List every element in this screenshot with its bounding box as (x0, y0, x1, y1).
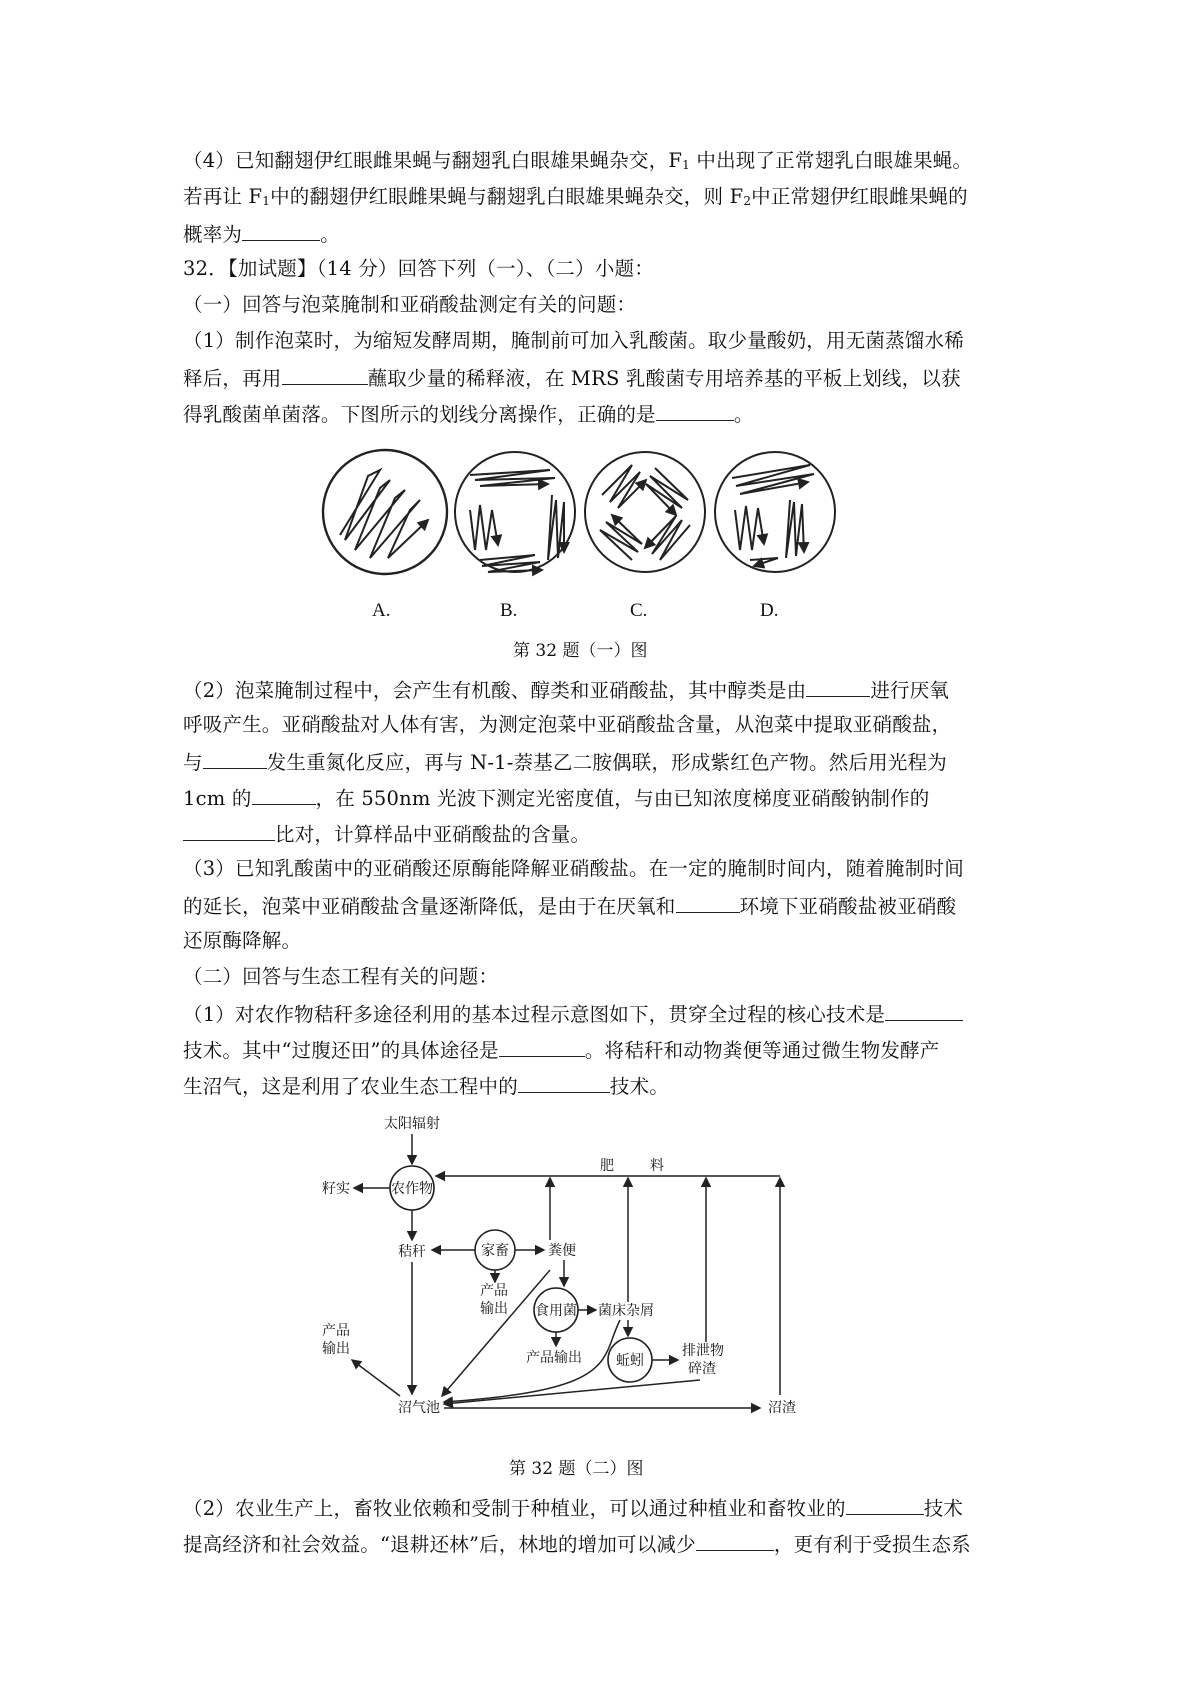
answer-blank[interactable] (252, 784, 316, 805)
q4-line-2: 若再让 $F_1$中的翻翅伊红眼雌果蝇与翻翅乳白眼雄果蝇杂交，则 $F_2$中正常翅伊红眼雌果蝇的 (183, 185, 968, 208)
node-mushroom: 食用菌 (535, 1303, 577, 1319)
p2-1-line-2: 技术。其中“过腹还田”的具体途径是 。将秸秆和动物粪便等通过微生物发酵产 (183, 1036, 939, 1064)
label-output-a: 输出 (480, 1301, 508, 1317)
p2-1-line-1: （1）对农作物秸秆多途径利用的基本过程示意图如下，贯穿全过程的核心技术是 (183, 1000, 963, 1028)
streak-plates-figure (320, 440, 880, 590)
answer-blank[interactable] (183, 820, 275, 841)
answer-blank[interactable] (656, 400, 734, 421)
part1-title: （一）回答与泡菜腌制和亚硝酸盐测定有关的问题： (183, 293, 637, 316)
p1-1-line-3: 得乳酸菌单菌落。下图所示的划线分离操作，正确的是 。 (183, 400, 754, 428)
node-livestock: 家畜 (481, 1243, 509, 1259)
label-fertilizer-a: 肥 (600, 1158, 614, 1174)
answer-blank[interactable] (242, 220, 320, 241)
node-crop: 农作物 (391, 1181, 433, 1197)
q4-line-1: （4）已知翻翅伊红眼雌果蝇与翻翅乳白眼雄果蝇杂交，$F_1$ 中出现了正常翅乳白眼雄果蝇。 (183, 149, 973, 172)
answer-blank[interactable] (518, 1072, 610, 1093)
node-excreta-a: 排泄物 (682, 1343, 724, 1359)
answer-blank[interactable] (499, 1036, 585, 1057)
label-seed: 籽实 (322, 1181, 350, 1197)
label-product-out: 产品输出 (526, 1350, 582, 1366)
plate-d (715, 452, 835, 572)
q4-line-3: 概率为 。 (183, 220, 340, 248)
p1-2-line-2: 呼吸产生。亚硝酸盐对人体有害，为测定泡菜中亚硝酸盐含量，从泡菜中提取亚硝酸盐， (183, 713, 952, 736)
p1-3-line-1: （3）已知乳酸菌中的亚硝酸还原酶能降解亚硝酸盐。在一定的腌制时间内，随着腌制时间 (183, 857, 964, 880)
answer-blank[interactable] (806, 676, 870, 697)
p1-2-line-5: 比对，计算样品中亚硝酸盐的含量。 (183, 820, 590, 848)
answer-blank[interactable] (846, 1494, 924, 1515)
label-product-a: 产品 (480, 1283, 508, 1299)
node-manure: 粪便 (548, 1243, 576, 1259)
answer-blank[interactable] (203, 748, 267, 769)
fig2-caption: 第 32 题（二）图 (509, 1459, 644, 1479)
p1-3-line-3: 还原酶降解。 (183, 929, 302, 952)
plate-label-c: C. (630, 600, 648, 621)
answer-blank[interactable] (885, 1000, 963, 1021)
plate-label-d: D. (760, 600, 779, 621)
node-residue: 沼渣 (768, 1400, 796, 1416)
answer-blank[interactable] (676, 892, 740, 913)
node-bed: 菌床杂屑 (598, 1303, 654, 1319)
plate-label-b: B. (500, 600, 518, 621)
p1-2-line-4: 1cm 的 ，在 550nm 光波下测定光密度值，与由已知浓度梯度亚硝酸钠制作的 (183, 784, 930, 812)
node-excreta-b: 碎渣 (688, 1361, 716, 1377)
p1-2-line-3: 与 发生重氮化反应，再与 N-1-萘基乙二胺偶联，形成紫红色产物。然后用光程为 (183, 748, 947, 776)
plate-b (455, 452, 575, 572)
p2-2-line-2: 提高经济和社会效益。“退耕还林”后，林地的增加可以减少 ，更有利于受损生态系 (183, 1530, 971, 1558)
answer-blank[interactable] (696, 1530, 774, 1551)
plate-a (323, 450, 447, 574)
node-biogas: 沼气池 (398, 1400, 440, 1416)
p1-1-line-1: （1）制作泡菜时，为缩短发酵周期，腌制前可加入乳酸菌。取少量酸奶，用无菌蒸馏水稀 (183, 329, 964, 352)
plate-c (585, 452, 705, 572)
ecology-flow-diagram (320, 1110, 880, 1450)
node-earthworm: 蚯蚓 (616, 1353, 644, 1369)
label-fertilizer-b: 料 (650, 1158, 664, 1174)
p1-1-line-2: 释后，再用 蘸取少量的稀释液，在 MRS 乳酸菌专用培养基的平板上划线，以获 (183, 364, 961, 392)
fig1-caption: 第 32 题（一）图 (513, 641, 648, 661)
q32-header: 32．【加试题】（14 分）回答下列（一）、（二）小题： (183, 257, 654, 280)
p1-3-line-2: 的延长，泡菜中亚硝酸盐含量逐渐降低，是由于在厌氧和 环境下亚硝酸盐被亚硝酸 (183, 892, 956, 920)
label-sun: 太阳辐射 (384, 1116, 440, 1132)
plate-label-a: A. (372, 600, 391, 621)
label-product-b: 产品 (322, 1323, 350, 1339)
part2-title: （二）回答与生态工程有关的问题： (183, 965, 499, 988)
p2-1-line-3: 生沼气，这是利用了农业生态工程中的 技术。 (183, 1072, 669, 1100)
node-straw: 秸秆 (398, 1244, 426, 1260)
p2-2-line-1: （2）农业生产上，畜牧业依赖和受制于种植业，可以通过种植业和畜牧业的 技术 (183, 1494, 963, 1522)
label-output-b: 输出 (322, 1341, 350, 1357)
p1-2-line-1: （2）泡菜腌制过程中，会产生有机酸、醇类和亚硝酸盐，其中醇类是由 进行厌氧 (183, 676, 949, 704)
answer-blank[interactable] (282, 364, 368, 385)
